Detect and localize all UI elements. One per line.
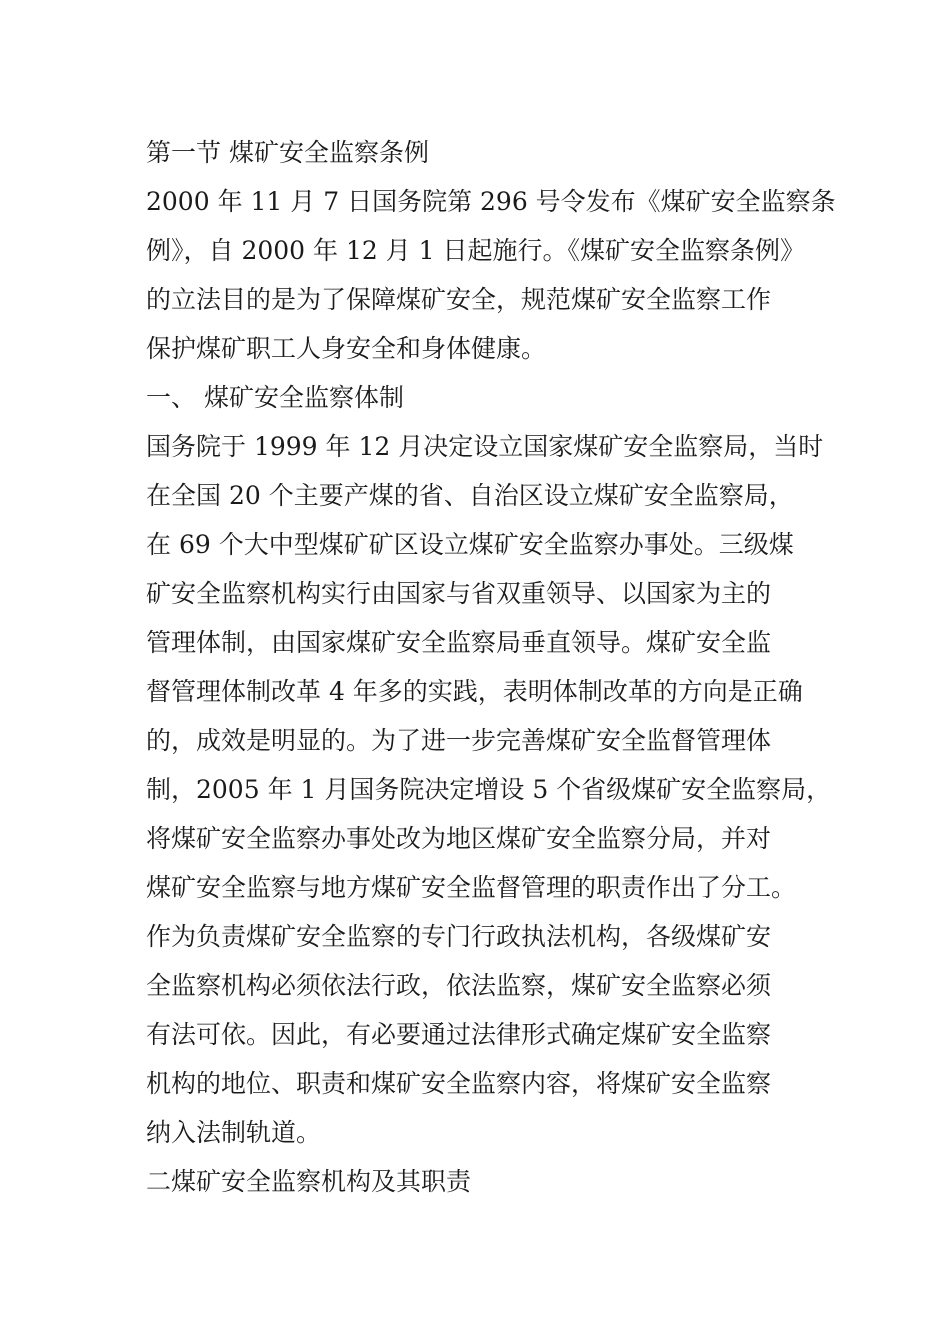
paragraph-line: 在全国 20 个主要产煤的省、自治区设立煤矿安全监察局， (146, 481, 794, 510)
paragraph-line: 的立法目的是为了保障煤矿安全，规范煤矿安全监察工作 (146, 285, 772, 314)
paragraph-line: 矿安全监察机构实行由国家与省双重领导、以国家为主的 (146, 579, 772, 608)
paragraph-line: 的，成效是明显的。为了进一步完善煤矿安全监督管理体 (146, 726, 772, 755)
subsection-heading: 二煤矿安全监察机构及其职责 (146, 1167, 472, 1196)
paragraph-line: 督管理体制改革 4 年多的实践，表明体制改革的方向是正确 (146, 677, 803, 706)
paragraph-line: 国务院于 1999 年 12 月决定设立国家煤矿安全监察局，当时 (146, 432, 824, 461)
subsection-heading: 一、 煤矿安全监察体制 (146, 383, 404, 412)
paragraph-line: 保护煤矿职工人身安全和身体健康。 (146, 334, 547, 363)
paragraph-line: 制，2005 年 1 月国务院决定增设 5 个省级煤矿安全监察局， (146, 775, 832, 804)
document-body (146, 128, 836, 1206)
paragraph-line: 有法可依。因此，有必要通过法律形式确定煤矿安全监察 (146, 1020, 772, 1049)
paragraph-line: 在 69 个大中型煤矿矿区设立煤矿安全监察办事处。三级煤 (146, 530, 794, 559)
section-heading: 第一节 煤矿安全监察条例 (146, 138, 429, 167)
paragraph-line: 机构的地位、职责和煤矿安全监察内容，将煤矿安全监察 (146, 1069, 772, 1098)
paragraph-line: 作为负责煤矿安全监察的专门行政执法机构，各级煤矿安 (146, 922, 772, 951)
paragraph-line: 例》，自 2000 年 12 月 1 日起施行。《煤矿安全监察条例》 (146, 236, 806, 265)
paragraph-line: 管理体制，由国家煤矿安全监察局垂直领导。煤矿安全监 (146, 628, 772, 657)
paragraph-line: 纳入法制轨道。 (146, 1118, 322, 1147)
paragraph-line: 将煤矿安全监察办事处改为地区煤矿安全监察分局，并对 (146, 824, 772, 853)
paragraph-line: 2000 年 11 月 7 日国务院第 296 号令发布《煤矿安全监察条 (146, 187, 836, 216)
paragraph-line: 煤矿安全监察与地方煤矿安全监督管理的职责作出了分工。 (146, 873, 797, 902)
paragraph-line: 全监察机构必须依法行政，依法监察，煤矿安全监察必须 (146, 971, 772, 1000)
